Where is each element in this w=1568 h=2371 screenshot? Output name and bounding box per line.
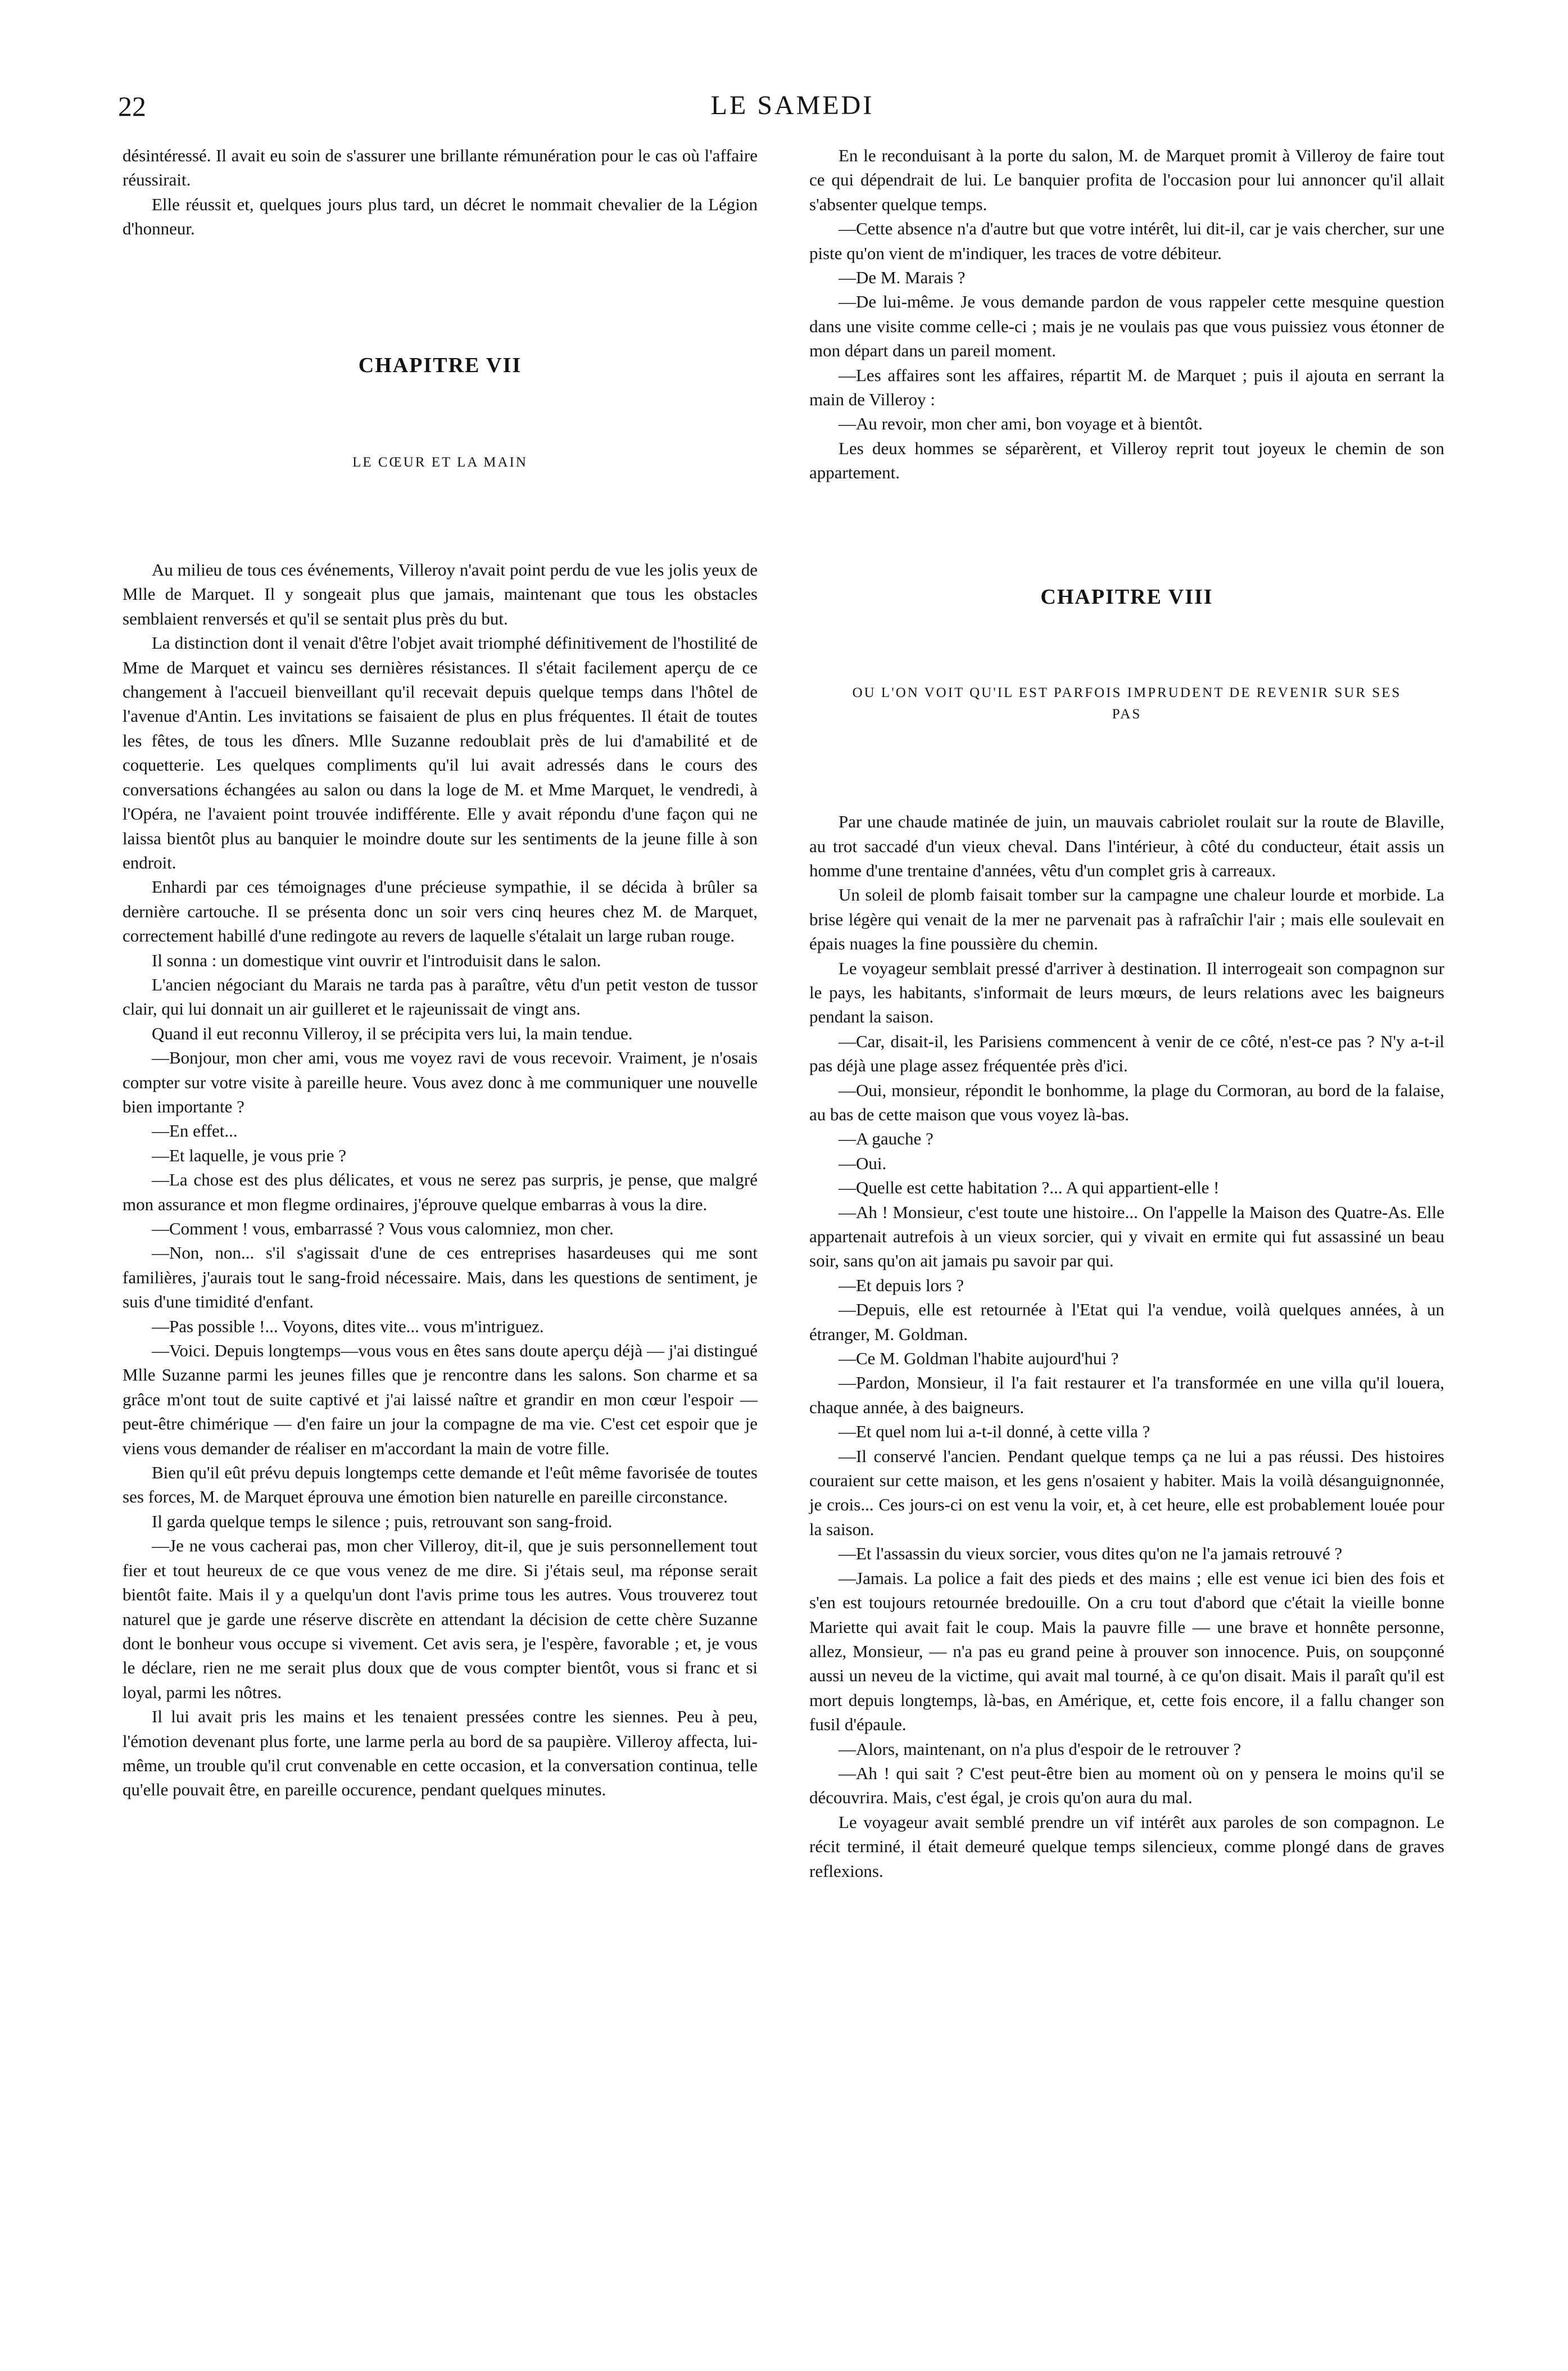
paragraph: —Comment ! vous, embarrassé ? Vous vous calomniez, mon cher. — [152, 1219, 614, 1238]
chapter-title: CHAPITRE VIII — [1040, 585, 1213, 609]
paragraph: —Bonjour, mon cher ami, vous me voyez ravi de vous recevoir. Vraiment, je n'osais compter sur votre visite à pareille heure. Vous avez donc à me communiquer une nouvelle bien importante ? — [123, 1048, 758, 1116]
paragraph: Le voyageur semblait pressé d'arriver à destination. Il interrogeait son compagnon sur le pays, les habitants, s'informait de leurs mœurs, de leurs relations avec les baigneurs pendant la saison. — [809, 958, 1444, 1027]
paragraph: —Pardon, Monsieur, il l'a fait restaurer et l'a transformée en une villa qu'il louera, chaque année, à des baigneurs. — [809, 1373, 1444, 1417]
paragraph: Le voyageur avait semblé prendre un vif intérêt aux paroles de son compagnon. Le récit terminé, il était demeuré quelque temps silencieux, comme plongé dans de graves reflexions. — [809, 1812, 1444, 1881]
chapter-subtitle: LE CŒUR ET LA MAIN — [352, 455, 528, 470]
paragraph: —Alors, maintenant, on n'a plus d'espoir de le retrouver ? — [839, 1739, 1241, 1759]
paragraph: L'ancien négociant du Marais ne tarda pas à paraître, vêtu d'un petit veston de tussor clair, qui lui donnait un air guilleret et le rajeunissait de vingt ans. — [123, 974, 758, 1019]
paragraph: Il sonna : un domestique vint ouvrir et l'introduisit dans le salon. — [152, 950, 601, 970]
paragraph: —Et quel nom lui a-t-il donné, à cette villa ? — [839, 1422, 1150, 1442]
paragraph: —Non, non... s'il s'agissait d'une de ces entreprises hasardeuses qui me sont familières, j'aurais tout le sang-froid nécessaire. Mais, dans les questions de sentiment, je suis d'une timidité d'enfant. — [123, 1243, 758, 1312]
paragraph: Il garda quelque temps le silence ; puis, retrouvant son sang-froid. — [152, 1511, 613, 1531]
paragraph: —Jamais. La police a fait des pieds et des mains ; elle est venue ici bien des fois et s'en est toujours retournée bredouille. On a cru tout d'abord que c'était la vieille bonne Mariette qui avait fait le coup. Mais la pauvre fille — une brave et honnête personne, allez, Monsieur, — n'a pas eu grand peine à prouver son innocence. Puis, on soupçonné aussi un neveu de la victime, qui avait mal tourné, à ce qu'on disait. Mais il paraît qu'il est mort depuis longtemps, là-bas, en Amérique, et, cette fois encore, il a fallu changer son fusil d'épaule. — [809, 1568, 1444, 1735]
paragraph: Bien qu'il eût prévu depuis longtemps cette demande et l'eût même favorisée de toutes ses forces, M. de Marquet éprouva une émotion bien naturelle en pareille circonstance. — [123, 1463, 758, 1507]
paragraph: —Quelle est cette habitation ?... A qui appartient-elle ! — [839, 1178, 1220, 1198]
right-column — [809, 143, 1444, 1883]
paragraph: —Je ne vous cacherai pas, mon cher Villeroy, dit-il, que je suis personnellement tout fier et tout heureux de ce que vous venez de me dire. Si j'étais seul, ma réponse serait bientôt faite. Mais il y a quelqu'un dont l'avis prime tous les autres. Vous trouverez tout naturel que je garde une réserve discrète en attendant la décision de cette chère Suzanne dont le bonheur vous occupe si vivement. Cet avis sera, je l'espère, favorable ; et, je vous le déclare, rien ne me serait plus doux que de vous compter bientôt, vous si franc et si loyal, parmi les nôtres. — [123, 1536, 758, 1702]
left-column — [123, 143, 758, 1802]
paragraph: —Ce M. Goldman l'habite aujourd'hui ? — [839, 1349, 1119, 1369]
paragraph: —Cette absence n'a d'autre but que votre intérêt, lui dit-il, car je vais chercher, sur une piste qu'on vient de m'indiquer, les traces de votre débiteur. — [809, 219, 1444, 263]
paragraph: —Au revoir, mon cher ami, bon voyage et à bientôt. — [839, 414, 1203, 434]
paragraph: —Il conservé l'ancien. Pendant quelque temps ça ne lui a pas réussi. Des histoires couraient sur cette maison, et les gens n'osaient y habiter. Mais la voilà désanguignonnée, je crois... Ces jours-ci on est venu la voir, et, à cet heure, elle est probablement louée pour la saison. — [809, 1446, 1444, 1539]
paragraph: —Ah ! Monsieur, c'est toute une histoire... On l'appelle la Maison des Quatre-As. Elle appartenait autrefois à un vieux sorcier, qui y vivait en ermite qui fut assassiné un beau soir, sans qu'on ait jamais pu savoir par qui. — [809, 1202, 1444, 1271]
paragraph: La distinction dont il venait d'être l'objet avait triomphé définitivement de l'hostilité de Mme de Marquet et vaincu ses dernières résistances. Il s'était facilement aperçu de ce changement à l'accueil bienveillant qu'il recevait depuis quelque temps dans l'hôtel de l'avenue d'Antin. Les invitations se faisaient de plus en plus fréquentes. Il était de toutes les fêtes, de tous les dîners. Mlle Suzanne redoublait près de lui d'amabilité et de coquetterie. Les quelques compliments qu'il lui avait adressés dans le cours des conversations échangées au salon ou dans la loge de M. et Mme Marquet, le vendredi, à l'Opéra, ne l'avaient point trouvée indifférente. Elle y avait répondu d'une façon qui ne laissa bientôt plus au banquier le moindre doute sur les sentiments de la jeune fille à son endroit. — [123, 633, 758, 872]
paragraph: En le reconduisant à la porte du salon, M. de Marquet promit à Villeroy de faire tout ce qui dépendrait de lui. Le banquier profita de l'occasion pour lui annoncer qu'il allait s'absenter quelque temps. — [809, 146, 1444, 214]
paragraph: —La chose est des plus délicates, et vous ne serez pas surpris, je pense, que malgré mon assurance et mon flegme ordinaires, j'éprouve quelque embarras à vous la dire. — [123, 1170, 758, 1214]
paragraph: —Voici. Depuis longtemps—vous vous en êtes sans doute aperçu déjà — j'ai distingué Mlle Suzanne parmi les jeunes filles que je rencontre dans les salons. Son charme et sa grâce m'ont tout de suite captivé et j'ai laissé naître et grandir en mon cœur l'espoir — peut-être chimérique — d'en faire un jour la compagne de ma vie. C'est cet espoir que je viens vous demander de réaliser en m'accordant la main de votre fille. — [123, 1341, 758, 1458]
paragraph: —Oui, monsieur, répondit le bonhomme, la plage du Cormoran, au bord de la falaise, au bas de cette maison que vous voyez là-bas. — [809, 1080, 1444, 1124]
paragraph: Elle réussit et, quelques jours plus tard, un décret le nommait chevalier de la Légion d'honneur. — [123, 194, 758, 239]
paragraph: Au milieu de tous ces événements, Villeroy n'avait point perdu de vue les jolis yeux de Mlle de Marquet. Il y songeait plus que jamais, maintenant que tous les obstacles semblaient renversés et qu'il se sentait plus près du but. — [123, 560, 758, 628]
chapter-title: CHAPITRE VII — [358, 353, 522, 377]
paragraph: Par une chaude matinée de juin, un mauvais cabriolet roulait sur la route de Blaville, au trot saccadé d'un vieux cheval. Dans l'intérieur, à côté du conducteur, était assis un homme d'une trentaine d'années, vêtu d'un complet gris à carreaux. — [809, 812, 1444, 880]
paragraph: —Ah ! qui sait ? C'est peut-être bien au moment où on y pensera le moins qu'il se découvrira. Mais, c'est égal, je crois qu'on aura du mal. — [809, 1763, 1444, 1808]
page-number: 22 — [118, 91, 146, 122]
paragraph: —En effet... — [152, 1121, 238, 1141]
paragraph: —De lui-même. Je vous demande pardon de vous rappeler cette mesquine question dans une visite comme celle-ci ; mais je ne voulais pas que vous puissiez vous étonner de mon départ dans un pareil moment. — [809, 292, 1444, 361]
paragraph: —Les affaires sont les affaires, répartit M. de Marquet ; puis il ajouta en serrant la main de Villeroy : — [809, 365, 1444, 410]
paragraph: —Car, disait-il, les Parisiens commencent à venir de ce côté, n'est-ce pas ? N'y a-t-il pas déjà une plage assez fréquentée près d'ici. — [809, 1031, 1444, 1076]
paragraph: désintéressé. Il avait eu soin de s'assurer une brillante rémunération pour le cas où l'affaire réussirait. — [123, 146, 758, 190]
running-title: LE SAMEDI — [710, 91, 874, 120]
paragraph: Il lui avait pris les mains et les tenaient pressées contre les siennes. Peu à peu, l'émotion devenant plus forte, une larme perla au bord de sa paupière. Villeroy affecta, lui-même, un trouble qu'il crut convenable en cette occasion, et la conversation continua, telle qu'elle pouvait être, en pareille occurence, pendant quelques minutes. — [123, 1707, 758, 1800]
page-header — [118, 90, 1467, 135]
paragraph: Quand il eut reconnu Villeroy, il se précipita vers lui, la main tendue. — [152, 1023, 633, 1043]
paragraph: —Et l'assassin du vieux sorcier, vous dites qu'on ne l'a jamais retrouvé ? — [839, 1544, 1343, 1564]
paragraph: Les deux hommes se séparèrent, et Villeroy reprit tout joyeux le chemin de son appartement. — [809, 438, 1444, 483]
paragraph: —Depuis, elle est retournée à l'Etat qui l'a vendue, voilà quelques années, à un étranger, M. Goldman. — [809, 1300, 1444, 1344]
paragraph: —Et laquelle, je vous prie ? — [152, 1145, 347, 1165]
paragraph: —Oui. — [839, 1153, 887, 1173]
paragraph: —Pas possible !... Voyons, dites vite... vous m'intriguez. — [152, 1316, 544, 1336]
paragraph: —A gauche ? — [839, 1129, 933, 1149]
paragraph: Un soleil de plomb faisait tomber sur la campagne une chaleur lourde et morbide. La brise légère qui venait de la mer ne parvenait pas à rafraîchir l'air ; mais elle soulevait en épais nuages la fine poussière du chemin. — [809, 885, 1444, 954]
paragraph: Enhardi par ces témoignages d'une précieuse sympathie, il se décida à brûler sa dernière cartouche. Il se présenta donc un soir vers cinq heures chez M. de Marquet, correctement habillé d'une redingote au revers de laquelle s'étalait un large ruban rouge. — [123, 877, 758, 946]
paragraph: —Et depuis lors ? — [839, 1275, 964, 1295]
paragraph: —De M. Marais ? — [839, 268, 966, 288]
chapter-subtitle: OU L'ON VOIT QU'IL EST PARFOIS IMPRUDENT DE REVENIR SUR SES PAS — [852, 685, 1402, 722]
